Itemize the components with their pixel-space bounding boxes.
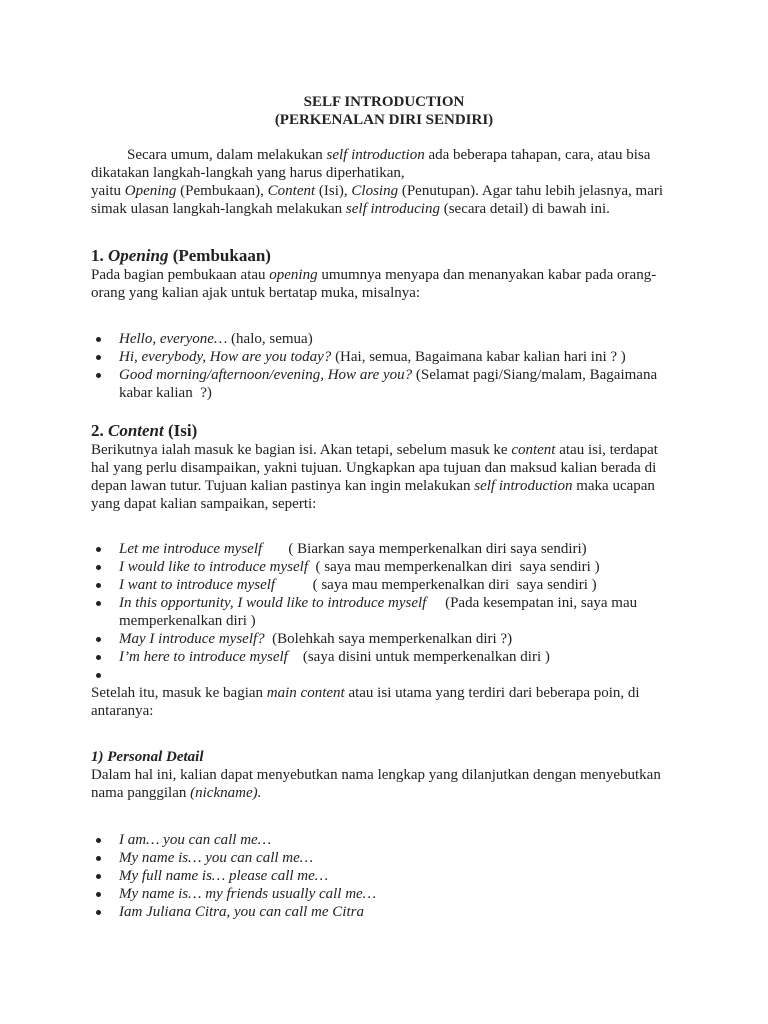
- paragraph-text: Setelah itu, masuk ke bagian: [91, 685, 267, 701]
- list-item: [91, 849, 673, 867]
- intro-term: Opening: [124, 183, 177, 199]
- main-content-paragraph: [91, 684, 673, 720]
- bullet-icon: [96, 892, 101, 897]
- paragraph-text: maka ucapan yang dapat kalian sampaikan, seperti:: [91, 478, 655, 512]
- example-phrase: My name is… you can call me…: [119, 850, 314, 866]
- example-phrase: Iam Juliana Citra, you can call me Citra: [119, 904, 364, 920]
- title-line: SELF INTRODUCTION: [303, 94, 465, 110]
- example-phrase: My full name is… please call me…: [119, 868, 329, 884]
- list-item: [91, 366, 673, 402]
- example-meaning: (halo, semua): [227, 331, 313, 347]
- list-item: [91, 330, 673, 348]
- intro-term: self introduction: [326, 147, 425, 163]
- paragraph-text: atau isi, terdapat hal yang perlu disampaikan, yakni tujuan. Ungkapkan apa tujuan dan maksud kalian berada di depan lawan tutur. Tujuan kalian pastinya kan ingin melakukan: [91, 442, 658, 494]
- list-item: [91, 594, 673, 630]
- intro-text: ada beberapa tahapan, cara, atau bisa dikatakan langkah-langkah yang harus diperhatikan,: [91, 147, 651, 181]
- example-meaning: (Pada kesempatan ini, saya mau memperkenalkan diri ): [119, 595, 641, 629]
- intro-paragraph: [91, 146, 673, 218]
- heading-gloss: (Isi): [163, 421, 198, 440]
- list-item: [91, 558, 673, 576]
- bullet-icon: [96, 355, 101, 360]
- example-phrase: Hi, everybody, How are you today?: [119, 349, 332, 365]
- paragraph-text: atau isi utama yang terdiri dari beberapa poin, di antaranya:: [91, 685, 640, 719]
- paragraph-term: main content: [266, 685, 345, 701]
- intro-text: (Penutupan). Agar tahu lebih jelasnya, mari simak ulasan langkah-langkah melakukan: [91, 183, 664, 217]
- heading-number: 1.: [91, 246, 108, 265]
- content-examples-list: [91, 540, 673, 684]
- list-item: [91, 831, 673, 849]
- bullet-icon: [96, 547, 101, 552]
- example-meaning: ( Biarkan saya memperkenalkan diri saya sendiri): [262, 541, 587, 557]
- personal-detail-examples-list: [91, 831, 673, 921]
- opening-paragraph: [91, 266, 673, 302]
- subsection-heading-personal-detail: 1) Personal Detail: [91, 749, 204, 765]
- example-meaning: (Selamat pagi/Siang/malam, Bagaimana kabar kalian ?): [119, 367, 661, 401]
- bullet-icon: [96, 856, 101, 861]
- example-phrase: Good morning/afternoon/evening, How are you?: [119, 367, 413, 383]
- section-heading-content: [91, 421, 673, 441]
- example-meaning: ( saya mau memperkenalkan diri saya sendiri ): [275, 577, 597, 593]
- bullet-icon: [96, 874, 101, 879]
- example-phrase: I am… you can call me…: [119, 832, 272, 848]
- example-meaning: ( saya mau memperkenalkan diri saya sendiri ): [308, 559, 600, 575]
- example-phrase: Let me introduce myself: [119, 541, 263, 557]
- bullet-icon: [96, 601, 101, 606]
- list-item: [91, 867, 673, 885]
- list-item: [91, 903, 673, 921]
- intro-term: Closing: [351, 183, 399, 199]
- intro-text: (Isi),: [315, 183, 352, 199]
- paragraph-term: self introduction: [474, 478, 573, 494]
- example-phrase: My name is… my friends usually call me…: [119, 886, 377, 902]
- bullet-icon: [96, 838, 101, 843]
- paragraph-text: umumnya menyapa dan menanyakan kabar pada orang-orang yang kalian ajak untuk bertatap muka, misalnya:: [91, 267, 657, 301]
- list-item-empty: [91, 666, 673, 684]
- bullet-icon: [96, 673, 101, 678]
- example-meaning: (saya disini untuk memperkenalkan diri ): [287, 649, 550, 665]
- opening-examples-list: [91, 330, 673, 402]
- example-phrase: Hello, everyone…: [119, 331, 228, 347]
- paragraph-text: Berikutnya ialah masuk ke bagian isi. Akan tetapi, sebelum masuk ke: [91, 442, 512, 458]
- heading-gloss: (Pembukaan): [168, 246, 271, 265]
- bullet-icon: [96, 583, 101, 588]
- subtitle-line: (PERKENALAN DIRI SENDIRI): [274, 112, 494, 128]
- bullet-icon: [96, 337, 101, 342]
- list-item: [91, 576, 673, 594]
- document-body: [91, 93, 673, 921]
- intro-text: (Pembukaan),: [176, 183, 268, 199]
- list-item: [91, 540, 673, 558]
- example-phrase: I’m here to introduce myself: [119, 649, 288, 665]
- paragraph-term: (nickname).: [190, 785, 262, 801]
- example-phrase: May I introduce myself?: [119, 631, 265, 647]
- intro-text: yaitu: [91, 183, 125, 199]
- paragraph-term: content: [511, 442, 556, 458]
- list-item: [91, 885, 673, 903]
- bullet-icon: [96, 655, 101, 660]
- example-phrase: I would like to introduce myself: [119, 559, 308, 575]
- personal-detail-paragraph: [91, 766, 673, 802]
- intro-text: (secara detail) di bawah ini.: [439, 201, 610, 217]
- document-title: [91, 93, 677, 129]
- paragraph-text: Dalam hal ini, kalian dapat menyebutkan nama lengkap yang dilanjutkan dengan menyebutkan nama panggilan: [91, 767, 661, 801]
- intro-term: Content: [267, 183, 316, 199]
- intro-term: self introducing: [345, 201, 440, 217]
- paragraph-text: Pada bagian pembukaan atau: [91, 267, 270, 283]
- example-meaning: (Bolehkah saya memperkenalkan diri ?): [264, 631, 513, 647]
- example-phrase: I want to introduce myself: [119, 577, 276, 593]
- bullet-icon: [96, 565, 101, 570]
- bullet-icon: [96, 910, 101, 915]
- list-item: [91, 348, 673, 366]
- list-item: [91, 630, 673, 648]
- example-meaning: (Hai, semua, Bagaimana kabar kalian hari ini ? ): [331, 349, 626, 365]
- bullet-icon: [96, 373, 101, 378]
- bullet-icon: [96, 637, 101, 642]
- list-item: [91, 648, 673, 666]
- example-phrase: In this opportunity, I would like to introduce myself: [119, 595, 427, 611]
- heading-number: 2.: [91, 421, 108, 440]
- intro-text: Secara umum, dalam melakukan: [127, 147, 327, 163]
- section-heading-opening: [91, 246, 673, 266]
- heading-term: Content: [108, 421, 164, 440]
- content-paragraph: [91, 441, 673, 513]
- paragraph-term: opening: [269, 267, 318, 283]
- heading-term: Opening: [108, 246, 169, 265]
